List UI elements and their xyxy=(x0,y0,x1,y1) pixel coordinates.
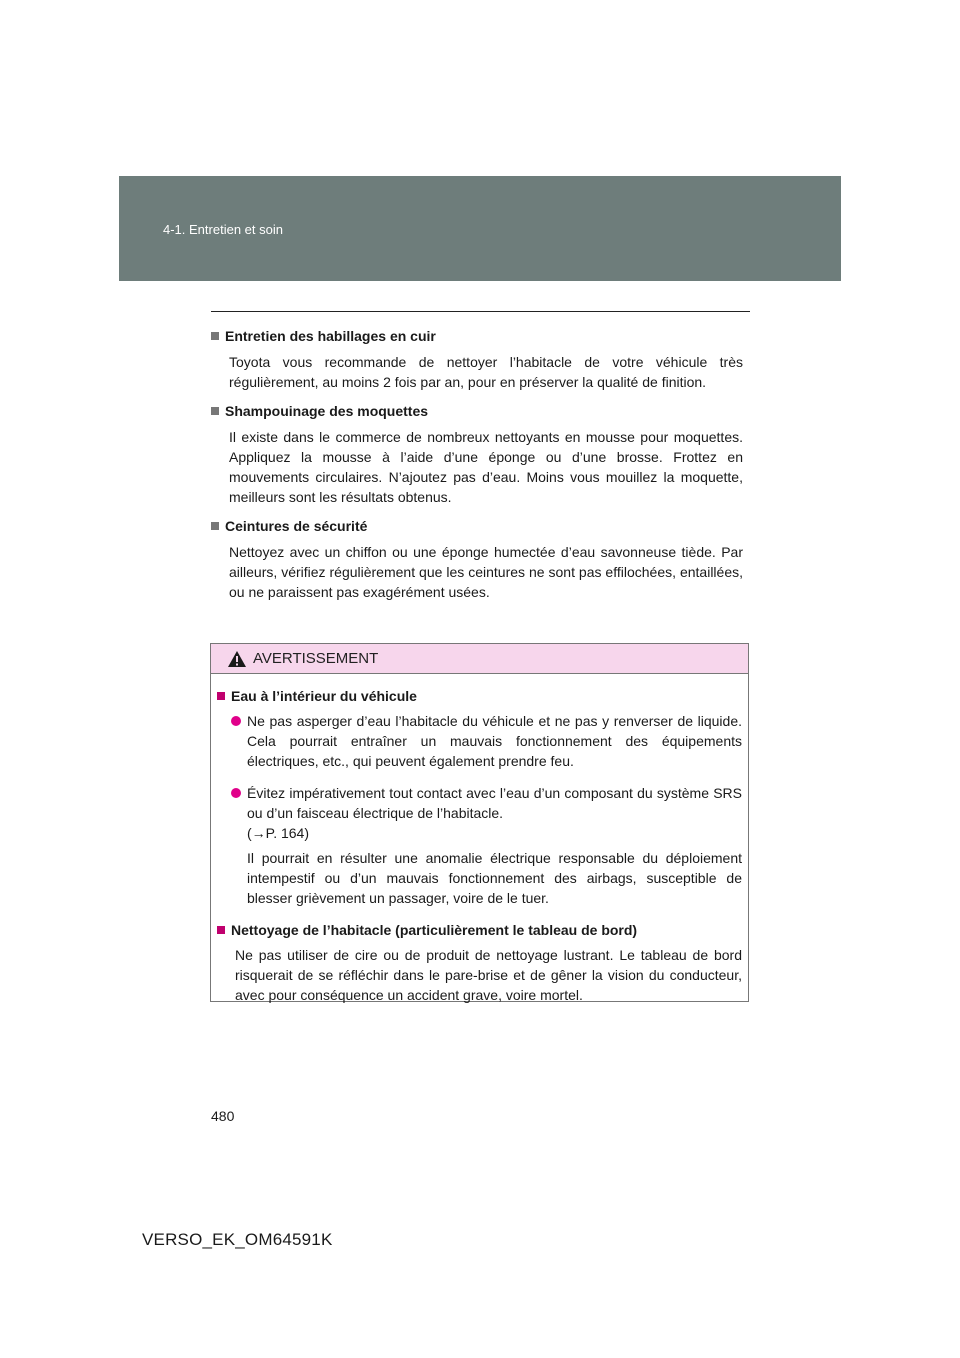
item-body-seatbelts: Nettoyez avec un chiffon ou une éponge humectée d’eau savonneuse tiède. Par ailleurs, vérifiez régulièrement que les ceintures ne sont pas effilochées, entaillées, ou ne paraissent pas exagérément usées. xyxy=(229,544,743,600)
item-body-leather: Toyota vous recommande de nettoyer l’habitacle de votre véhicule très régulièrement, au moins 2 fois par an, pour en préserver la qualité de finition. xyxy=(229,354,743,390)
section-label: 4-1. Entretien et soin xyxy=(163,222,283,237)
document-code: VERSO_EK_OM64591K xyxy=(142,1230,333,1249)
square-bullet-icon xyxy=(211,407,219,415)
square-bullet-icon xyxy=(211,332,219,340)
item-body-carpet: Il existe dans le commerce de nombreux nettoyants en mousse pour moquettes. Appliquez la mousse à l’aide d’une éponge ou d’une brosse. Frottez en mouvements circulaires. N’ajoutez pas d’eau. Moins vous mouillez la moquette, meilleurs sont les résultats obtenus. xyxy=(229,429,743,505)
warning-section-body-cleaning: Ne pas utiliser de cire ou de produit de nettoyage lustrant. Le tableau de bord risquerait de se réfléchir dans le pare-brise et de gêner la vision du conducteur, avec pour conséquence un accident grave, voire mortel. xyxy=(235,947,742,1003)
warning-bullet xyxy=(231,783,742,913)
warning-box xyxy=(210,643,749,1002)
warning-body xyxy=(211,674,748,1005)
top-rule xyxy=(211,311,750,312)
square-bullet-icon xyxy=(217,692,225,700)
page-number: 480 xyxy=(211,1108,235,1124)
square-bullet-icon xyxy=(217,926,225,934)
warning-header xyxy=(211,644,748,674)
warning-bullet: Ne pas asperger d’eau l’habitacle du véhicule et ne pas y renverser de liquide. Cela pourrait entraîner un mauvais fonctionnement des équipements électriques, etc., qui peuvent également prendre feu. xyxy=(231,711,742,776)
square-bullet-icon xyxy=(211,522,219,530)
section-header-band xyxy=(119,176,841,281)
item-title-carpet: Shampouinage des moquettes xyxy=(211,401,743,421)
round-bullet-icon xyxy=(231,716,241,726)
warning-section-title-cleaning: Nettoyage de l’habitacle (particulièrement le tableau de bord) xyxy=(217,920,742,940)
item-title-leather: Entretien des habillages en cuir xyxy=(211,326,743,346)
warning-bullet-extra: Il pourrait en résulter une anomalie électrique responsable du déploiement intempestif ou d’un mauvais fonctionnement des airbags, susceptible de blesser grièvement un passager, voire de le tuer. xyxy=(247,850,742,906)
warning-title: AVERTISSEMENT xyxy=(253,650,379,667)
page-reference: (→P. 164) xyxy=(247,825,309,841)
item-title-seatbelts: Ceintures de sécurité xyxy=(211,516,743,536)
round-bullet-icon xyxy=(231,788,241,798)
warning-section-title-water: Eau à l’intérieur du véhicule xyxy=(217,686,742,706)
warning-triangle-icon xyxy=(227,650,247,668)
main-content xyxy=(211,326,743,611)
warning-bullet-text: Évitez impérativement tout contact avec l’eau d’un composant du système SRS ou d’un faisceau électrique de l’habitacle. xyxy=(247,785,742,821)
